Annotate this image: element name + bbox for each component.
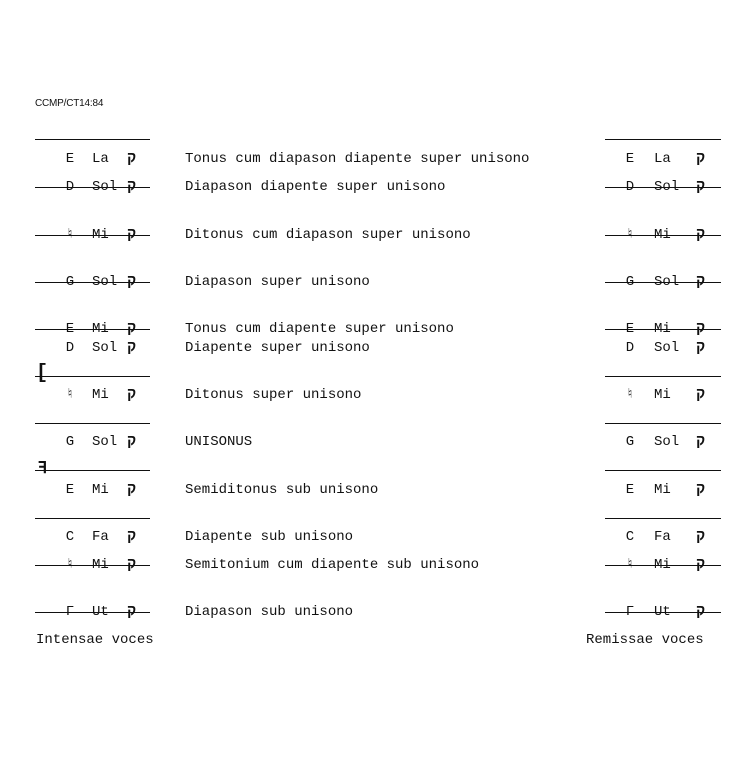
note-letter: E — [65, 151, 75, 167]
custos-icon: ק — [696, 150, 706, 167]
note-syllable: Mi — [92, 387, 109, 403]
note-syllable: Sol — [92, 434, 118, 450]
note-letter: E — [65, 482, 75, 498]
note-syllable: Sol — [654, 179, 680, 195]
note-letter: E — [625, 151, 635, 167]
note-syllable: Mi — [654, 557, 671, 573]
custos-icon: ק — [127, 320, 137, 337]
interval-text: Tonus cum diapason diapente super unisono — [185, 151, 530, 167]
custos-icon: ק — [696, 433, 706, 450]
staff-line — [35, 139, 150, 140]
interval-text: Diapente sub unisono — [185, 529, 354, 545]
note-letter: D — [65, 340, 75, 356]
note-syllable: Mi — [654, 482, 671, 498]
custos-icon: ק — [127, 273, 137, 290]
note-syllable: Mi — [654, 227, 671, 243]
interval-text: Tonus cum diapente super unisono — [185, 321, 454, 337]
custos-icon: ק — [696, 339, 706, 356]
note-letter: D — [625, 179, 635, 195]
custos-icon: ק — [127, 556, 137, 573]
note-syllable: Ut — [654, 604, 671, 620]
interval-text: Diapente super unisono — [185, 340, 370, 356]
custos-icon: ק — [696, 603, 706, 620]
custos-icon: ק — [127, 603, 137, 620]
custos-icon: ק — [127, 339, 137, 356]
custos-icon: ק — [127, 433, 137, 450]
interval-text: Ditonus super unisono — [185, 387, 362, 403]
custos-icon: ק — [127, 386, 137, 403]
note-letter: ♮ — [625, 387, 635, 403]
staff-line — [605, 376, 721, 377]
note-letter: D — [65, 179, 75, 195]
note-syllable: Sol — [654, 340, 680, 356]
note-letter: D — [625, 340, 635, 356]
custos-icon: ק — [127, 150, 137, 167]
interval-text: Diapason super unisono — [185, 274, 370, 290]
c-clef-icon: [ — [36, 362, 49, 385]
staff-line — [605, 139, 721, 140]
note-letter: ♮ — [65, 557, 75, 573]
note-letter: Γ — [625, 604, 635, 620]
custos-icon: ק — [127, 528, 137, 545]
note-letter: ♮ — [65, 387, 75, 403]
reference-code: CCMP/CT14:84 — [35, 98, 104, 109]
note-letter: C — [65, 529, 75, 545]
note-letter: G — [65, 434, 75, 450]
note-syllable: Sol — [654, 434, 680, 450]
note-syllable: Mi — [654, 321, 671, 337]
note-letter: G — [625, 434, 635, 450]
note-letter: G — [625, 274, 635, 290]
note-letter: E — [625, 321, 635, 337]
note-syllable: La — [92, 151, 109, 167]
note-syllable: Sol — [654, 274, 680, 290]
note-syllable: Mi — [92, 321, 109, 337]
staff-line — [35, 470, 150, 471]
note-syllable: Sol — [92, 340, 118, 356]
caption-intensae: Intensae voces — [36, 632, 154, 648]
note-syllable: La — [654, 151, 671, 167]
interval-text: Diapason sub unisono — [185, 604, 354, 620]
caption-remissae: Remissae voces — [586, 632, 704, 648]
custos-icon: ק — [696, 386, 706, 403]
note-letter: ♮ — [625, 557, 635, 573]
f-clef-icon: ꟻ — [38, 460, 48, 478]
interval-text: Semitonium cum diapente sub unisono — [185, 557, 480, 573]
note-letter: E — [625, 482, 635, 498]
staff-line — [35, 376, 150, 377]
note-syllable: Ut — [92, 604, 109, 620]
custos-icon: ק — [696, 226, 706, 243]
note-letter: ♮ — [65, 227, 75, 243]
custos-icon: ק — [696, 556, 706, 573]
interval-text: Semiditonus sub unisono — [185, 482, 379, 498]
custos-icon: ק — [127, 226, 137, 243]
note-syllable: Sol — [92, 274, 118, 290]
staff-line — [605, 518, 721, 519]
staff-line — [35, 423, 150, 424]
custos-icon: ק — [696, 528, 706, 545]
note-syllable: Mi — [654, 387, 671, 403]
interval-text: Ditonus cum diapason super unisono — [185, 227, 471, 243]
note-syllable: Mi — [92, 482, 109, 498]
staff-line — [605, 470, 721, 471]
note-syllable: Mi — [92, 557, 109, 573]
staff-line — [605, 423, 721, 424]
note-letter: Γ — [65, 604, 75, 620]
note-syllable: Mi — [92, 227, 109, 243]
custos-icon: ק — [696, 320, 706, 337]
note-letter: E — [65, 321, 75, 337]
interval-text: UNISONUS — [185, 434, 253, 450]
custos-icon: ק — [127, 178, 137, 195]
note-letter: ♮ — [625, 227, 635, 243]
interval-text: Diapason diapente super unisono — [185, 179, 446, 195]
custos-icon: ק — [696, 481, 706, 498]
custos-icon: ק — [696, 273, 706, 290]
staff-line — [35, 518, 150, 519]
note-syllable: Fa — [654, 529, 671, 545]
note-syllable: Sol — [92, 179, 118, 195]
note-syllable: Fa — [92, 529, 109, 545]
note-letter: G — [65, 274, 75, 290]
custos-icon: ק — [127, 481, 137, 498]
note-letter: C — [625, 529, 635, 545]
custos-icon: ק — [696, 178, 706, 195]
